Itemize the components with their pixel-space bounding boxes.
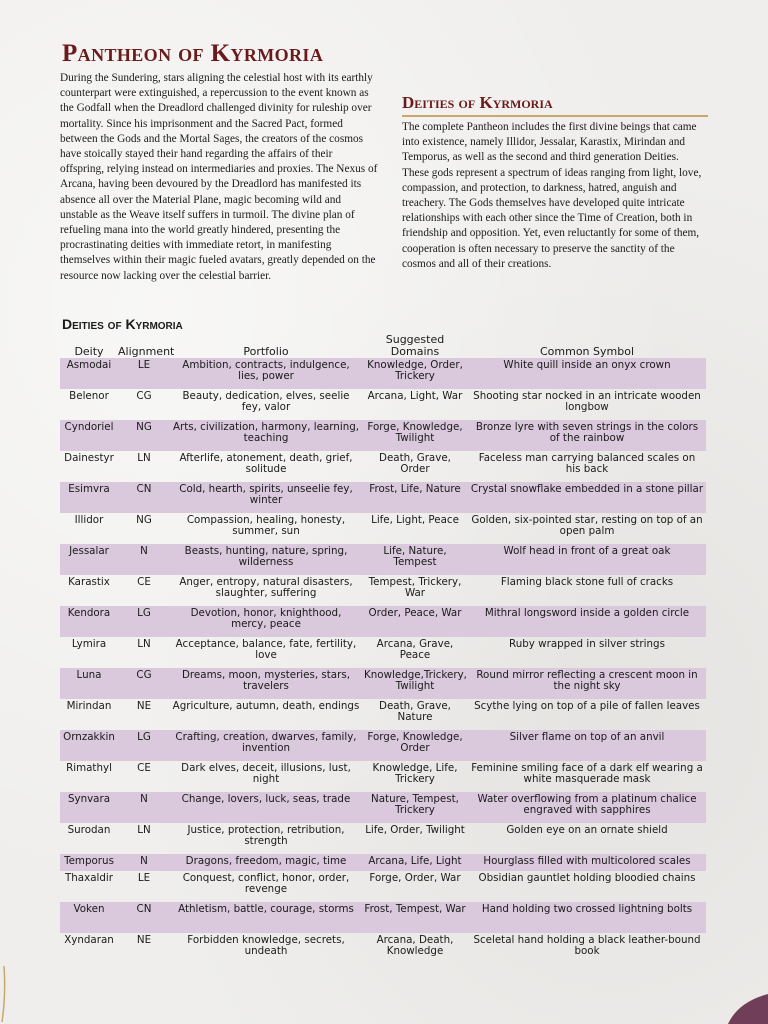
cell-portfolio-text: Ambition, contracts, indulgence, lies, power (182, 358, 350, 383)
cell-alignment-text: LE (137, 358, 151, 371)
table-row (60, 933, 706, 964)
cell-alignment (118, 575, 170, 606)
cell-deity (60, 451, 118, 482)
cell-domains (362, 823, 468, 854)
cell-deity (60, 854, 118, 871)
cell-symbol-text: Golden, six-pointed star, resting on top of an open palm (471, 513, 703, 538)
cell-portfolio-text: Crafting, creation, dwarves, family, invention (175, 730, 357, 755)
cell-domains (362, 933, 468, 964)
cell-deity-text: Asmodai (66, 358, 112, 371)
cell-deity-text: Voken (73, 902, 105, 915)
cell-portfolio-text: Forbidden knowledge, secrets, undeath (187, 933, 345, 958)
cell-alignment (118, 513, 170, 544)
table-row (60, 699, 706, 730)
cell-deity-text: Belenor (69, 389, 109, 402)
cell-domains (362, 730, 468, 761)
cell-symbol-text: Hourglass filled with multicolored scales (483, 854, 691, 867)
cell-alignment-text: CE (137, 761, 151, 774)
cell-symbol (468, 730, 706, 761)
cell-symbol (468, 823, 706, 854)
cell-portfolio-text: Conquest, conflict, honor, order, revenge (182, 871, 350, 896)
cell-alignment-text: NE (136, 699, 152, 712)
cell-domains (362, 389, 468, 420)
table-row (60, 730, 706, 761)
cell-portfolio-text: Dreams, moon, mysteries, stars, travelers (181, 668, 350, 693)
cell-deity-text: Synvara (67, 792, 111, 805)
cell-alignment-text: CN (136, 902, 152, 915)
cell-symbol-text: Feminine smiling face of a dark elf wearing a white masquerade mask (471, 761, 703, 786)
cell-portfolio-text: Beasts, hunting, nature, spring, wilderness (184, 544, 348, 569)
cell-alignment (118, 933, 170, 964)
cell-portfolio-text: Acceptance, balance, fate, fertility, love (175, 637, 357, 662)
cell-portfolio-text: Beauty, dedication, elves, seelie fey, valor (182, 389, 350, 414)
cell-domains-text: Knowledge,Trickery, Twilight (364, 668, 467, 693)
cell-symbol (468, 513, 706, 544)
cell-symbol (468, 902, 706, 933)
page-title: Pantheon of Kyrmoria (62, 40, 324, 67)
cell-deity (60, 358, 118, 389)
cell-deity-text: Karastix (68, 575, 110, 588)
cell-portfolio-text: Justice, protection, retribution, strength (187, 823, 345, 848)
table-row (60, 358, 706, 389)
cell-portfolio (170, 668, 362, 699)
cell-portfolio (170, 761, 362, 792)
cell-domains-text: Arcana, Grave, Peace (376, 637, 454, 662)
table-row (60, 451, 706, 482)
cell-domains (362, 451, 468, 482)
cell-symbol-text: Sceletal hand holding a black leather-bound book (473, 933, 701, 958)
cell-alignment-text: CG (136, 668, 152, 681)
cell-alignment (118, 358, 170, 389)
cell-portfolio (170, 902, 362, 933)
cell-domains (362, 513, 468, 544)
cell-symbol-text: Silver flame on top of an anvil (509, 730, 665, 743)
cell-deity-text: Temporus (64, 854, 114, 867)
cell-portfolio (170, 575, 362, 606)
cell-symbol (468, 871, 706, 902)
cell-alignment (118, 420, 170, 451)
cell-portfolio (170, 482, 362, 513)
cell-symbol (468, 389, 706, 420)
table-row (60, 854, 706, 871)
cell-alignment (118, 637, 170, 668)
cell-symbol-text: Faceless man carrying balanced scales on his back (478, 451, 696, 476)
cell-symbol (468, 451, 706, 482)
deities-table (60, 334, 706, 964)
table-row (60, 902, 706, 933)
cell-domains (362, 420, 468, 451)
sidebar-heading: Deities of Kyrmoria (402, 93, 708, 117)
cell-domains (362, 761, 468, 792)
cell-alignment (118, 606, 170, 637)
cell-symbol (468, 358, 706, 389)
table-row (60, 513, 706, 544)
cell-deity (60, 792, 118, 823)
cell-domains-text: Knowledge, Life, Trickery (372, 761, 458, 786)
table-row (60, 871, 706, 902)
cell-portfolio-text: Anger, entropy, natural disasters, slaughter, suffering (179, 575, 353, 600)
cell-symbol (468, 699, 706, 730)
cell-portfolio (170, 823, 362, 854)
cell-symbol (468, 482, 706, 513)
cell-symbol (468, 637, 706, 668)
cell-domains (362, 358, 468, 389)
table-row (60, 575, 706, 606)
cell-symbol-text: Wolf head in front of a great oak (503, 544, 671, 557)
cell-symbol-text: White quill inside an onyx crown (503, 358, 671, 371)
cell-deity-text: Rimathyl (66, 761, 112, 774)
cell-alignment-text: CG (136, 389, 152, 402)
cell-deity (60, 637, 118, 668)
cell-alignment (118, 871, 170, 902)
cell-portfolio-text: Change, lovers, luck, seas, trade (181, 792, 351, 805)
cell-alignment (118, 482, 170, 513)
cell-deity (60, 420, 118, 451)
cell-deity-text: Mirindan (66, 699, 112, 712)
cell-domains-text: Arcana, Death, Knowledge (376, 933, 454, 958)
cell-domains-text: Forge, Knowledge, Twilight (367, 420, 463, 445)
cell-portfolio (170, 606, 362, 637)
cell-portfolio (170, 389, 362, 420)
cell-domains-text: Life, Order, Twilight (365, 823, 465, 836)
table-row (60, 606, 706, 637)
cell-symbol-text: Shooting star nocked in an intricate wooden longbow (473, 389, 701, 414)
cell-deity-text: Esimvra (68, 482, 110, 495)
cell-deity (60, 575, 118, 606)
cell-symbol-text: Mithral longsword inside a golden circle (484, 606, 690, 619)
cell-domains (362, 871, 468, 902)
cell-deity-text: Ornzakkin (63, 730, 115, 743)
cell-alignment (118, 730, 170, 761)
header-symbol: Common Symbol (539, 344, 634, 358)
cell-portfolio (170, 730, 362, 761)
cell-deity (60, 513, 118, 544)
cell-domains (362, 575, 468, 606)
cell-domains-text: Life, Nature, Tempest (383, 544, 447, 569)
cell-alignment-text: CN (136, 482, 152, 495)
cell-portfolio-text: Devotion, honor, knighthood, mercy, peace (190, 606, 342, 631)
cell-symbol (468, 668, 706, 699)
cell-alignment (118, 854, 170, 871)
cell-portfolio-text: Dragons, freedom, magic, time (185, 854, 347, 867)
table-row (60, 544, 706, 575)
cell-deity-text: Dainestyr (64, 451, 114, 464)
cell-deity (60, 871, 118, 902)
cell-deity-text: Illidor (74, 513, 104, 526)
cell-alignment (118, 902, 170, 933)
cell-symbol (468, 933, 706, 964)
cell-deity-text: Thaxaldir (64, 871, 114, 884)
cell-domains-text: Death, Grave, Order (379, 451, 451, 476)
cell-portfolio (170, 637, 362, 668)
cell-domains (362, 902, 468, 933)
corner-flourish-icon (0, 964, 30, 1024)
cell-domains-text: Death, Grave, Nature (379, 699, 451, 724)
sidebar-paragraph: The complete Pantheon includes the first divine beings that came into existence, namely Illidor, Jessalar, Karastix, Mirindan and Temporus, as well as the second and third generation Deities. These gods represent a spectrum of ideas ranging from light, love, compassion, and protection, to darkness, hatred, anguish and treachery. The Gods themselves have developed quite intricate relationships with each other since the Time of Creation, both in friendship and opposition. Yet, even reluctantly for some of them, cooperation is often necessary to preserve the sanctity of the cosmos and all of their creations. (402, 121, 702, 270)
cell-domains (362, 792, 468, 823)
cell-symbol (468, 854, 706, 871)
cell-symbol-text: Flaming black stone full of cracks (500, 575, 674, 588)
cell-symbol-text: Hand holding two crossed lightning bolts (481, 902, 693, 915)
cell-deity-text: Kendora (67, 606, 111, 619)
cell-domains-text: Arcana, Light, War (367, 389, 463, 402)
cell-alignment-text: LG (137, 606, 151, 619)
cell-portfolio (170, 792, 362, 823)
cell-domains (362, 482, 468, 513)
cell-portfolio (170, 933, 362, 964)
cell-alignment (118, 544, 170, 575)
cell-alignment-text: N (140, 544, 148, 557)
cell-alignment-text: NG (136, 420, 152, 433)
cell-domains (362, 854, 468, 871)
cell-deity (60, 606, 118, 637)
header-deity: Deity (74, 344, 104, 358)
cell-symbol-text: Water overflowing from a platinum chalice engraved with sapphires (477, 792, 697, 817)
cell-domains-text: Knowledge, Order, Trickery (367, 358, 463, 383)
table-row (60, 668, 706, 699)
cell-deity (60, 544, 118, 575)
cell-symbol (468, 575, 706, 606)
cell-alignment-text: LN (137, 823, 151, 836)
cell-alignment-text: LG (137, 730, 151, 743)
cell-alignment-text: NG (136, 513, 152, 526)
cell-portfolio-text: Arts, civilization, harmony, learning, teaching (172, 420, 360, 445)
header-portfolio: Portfolio (243, 344, 289, 358)
cell-domains (362, 699, 468, 730)
cell-deity (60, 823, 118, 854)
cell-portfolio (170, 451, 362, 482)
cell-symbol-text: Bronze lyre with seven strings in the colors of the rainbow (475, 420, 699, 445)
cell-domains-text: Forge, Order, War (369, 871, 461, 884)
cell-portfolio-text: Compassion, healing, honesty, summer, sun (186, 513, 346, 538)
cell-alignment-text: LE (137, 871, 151, 884)
table-header-row (60, 334, 706, 358)
cell-portfolio (170, 854, 362, 871)
cell-deity-text: Jessalar (69, 544, 109, 557)
cell-symbol (468, 544, 706, 575)
cell-domains (362, 544, 468, 575)
cell-alignment (118, 823, 170, 854)
cell-alignment (118, 761, 170, 792)
cell-deity (60, 902, 118, 933)
cell-alignment (118, 451, 170, 482)
cell-alignment (118, 389, 170, 420)
table-row (60, 389, 706, 420)
cell-symbol (468, 606, 706, 637)
cell-alignment (118, 699, 170, 730)
cell-deity-text: Lymira (71, 637, 107, 650)
cell-symbol (468, 792, 706, 823)
cell-portfolio (170, 544, 362, 575)
cell-symbol-text: Golden eye on an ornate shield (506, 823, 668, 836)
cell-alignment-text: N (140, 854, 148, 867)
cell-alignment-text: CE (137, 575, 151, 588)
corner-ornament-icon (708, 984, 768, 1024)
intro-paragraph: During the Sundering, stars aligning the celestial host with its earthly counterpart were extinguished, a repercussion to the event known as the Godfall when the Dreadlord challenged divinity for ruleship over mortality. Since his imprisonment and the Sacred Pact, formed between the Gods and the Mortal Sages, the creators of the cosmos have stoically stayed their hand regarding the affairs of their offspring, relying instead on intermediaries and proxies. The Nexus of Arcana, having been devoured by the Dreadlord has manifested its absence all over the Material Plane, magic becoming wild and unstable as the Weave itself suffers in turmoil. The divine plan of refueling mana into the world greatly hindered, presenting the procrastinating deities with immediate retort, in manifesting themselves within their magic fueled avatars, greatly depended on the resource now lacking over the celestial barrier. (60, 72, 378, 282)
cell-deity-text: Cyndoriel (64, 420, 114, 433)
cell-domains-text: Order, Peace, War (368, 606, 462, 619)
cell-symbol (468, 420, 706, 451)
cell-domains-text: Frost, Tempest, War (364, 902, 466, 915)
table-row (60, 482, 706, 513)
cell-alignment-text: NE (136, 933, 152, 946)
table-title: Deities of Kyrmoria (62, 316, 183, 332)
cell-domains-text: Frost, Life, Nature (369, 482, 461, 495)
cell-symbol-text: Ruby wrapped in silver strings (509, 637, 665, 650)
cell-alignment-text: N (140, 792, 148, 805)
cell-deity (60, 933, 118, 964)
cell-portfolio-text: Agriculture, autumn, death, endings (172, 699, 360, 712)
cell-deity-text: Xyndaran (64, 933, 114, 946)
cell-deity (60, 389, 118, 420)
cell-deity-text: Surodan (67, 823, 111, 836)
cell-portfolio (170, 699, 362, 730)
cell-alignment-text: LN (137, 451, 151, 464)
table-body (60, 358, 706, 964)
cell-alignment (118, 792, 170, 823)
header-alignment: Alignment (118, 344, 175, 358)
cell-domains (362, 668, 468, 699)
header-domains: Suggested Domains (385, 333, 445, 358)
cell-portfolio-text: Athletism, battle, courage, storms (178, 902, 354, 915)
cell-domains-text: Tempest, Trickery, War (368, 575, 462, 600)
cell-portfolio (170, 871, 362, 902)
cell-deity (60, 730, 118, 761)
cell-portfolio-text: Cold, hearth, spirits, unseelie fey, winter (179, 482, 353, 507)
table-row (60, 761, 706, 792)
cell-portfolio (170, 513, 362, 544)
cell-deity (60, 699, 118, 730)
cell-symbol-text: Obsidian gauntlet holding bloodied chains (478, 871, 696, 884)
cell-portfolio (170, 420, 362, 451)
cell-portfolio (170, 358, 362, 389)
cell-deity (60, 668, 118, 699)
cell-deity (60, 761, 118, 792)
table-row (60, 792, 706, 823)
cell-domains-text: Arcana, Life, Light (368, 854, 462, 867)
cell-portfolio-text: Afterlife, atonement, death, grief, solitude (179, 451, 353, 476)
cell-symbol-text: Crystal snowflake embedded in a stone pillar (470, 482, 704, 495)
cell-symbol-text: Scythe lying on top of a pile of fallen leaves (474, 699, 700, 712)
cell-domains (362, 637, 468, 668)
table-row (60, 823, 706, 854)
cell-symbol-text: Round mirror reflecting a crescent moon in the night sky (476, 668, 698, 693)
cell-portfolio-text: Dark elves, deceit, illusions, lust, night (181, 761, 351, 786)
cell-symbol (468, 761, 706, 792)
cell-alignment (118, 668, 170, 699)
cell-deity-text: Luna (76, 668, 102, 681)
cell-alignment-text: LN (137, 637, 151, 650)
cell-deity (60, 482, 118, 513)
cell-domains-text: Nature, Tempest, Trickery (371, 792, 459, 817)
cell-domains (362, 606, 468, 637)
table-row (60, 637, 706, 668)
cell-domains-text: Forge, Knowledge, Order (367, 730, 463, 755)
table-row (60, 420, 706, 451)
cell-domains-text: Life, Light, Peace (371, 513, 459, 526)
